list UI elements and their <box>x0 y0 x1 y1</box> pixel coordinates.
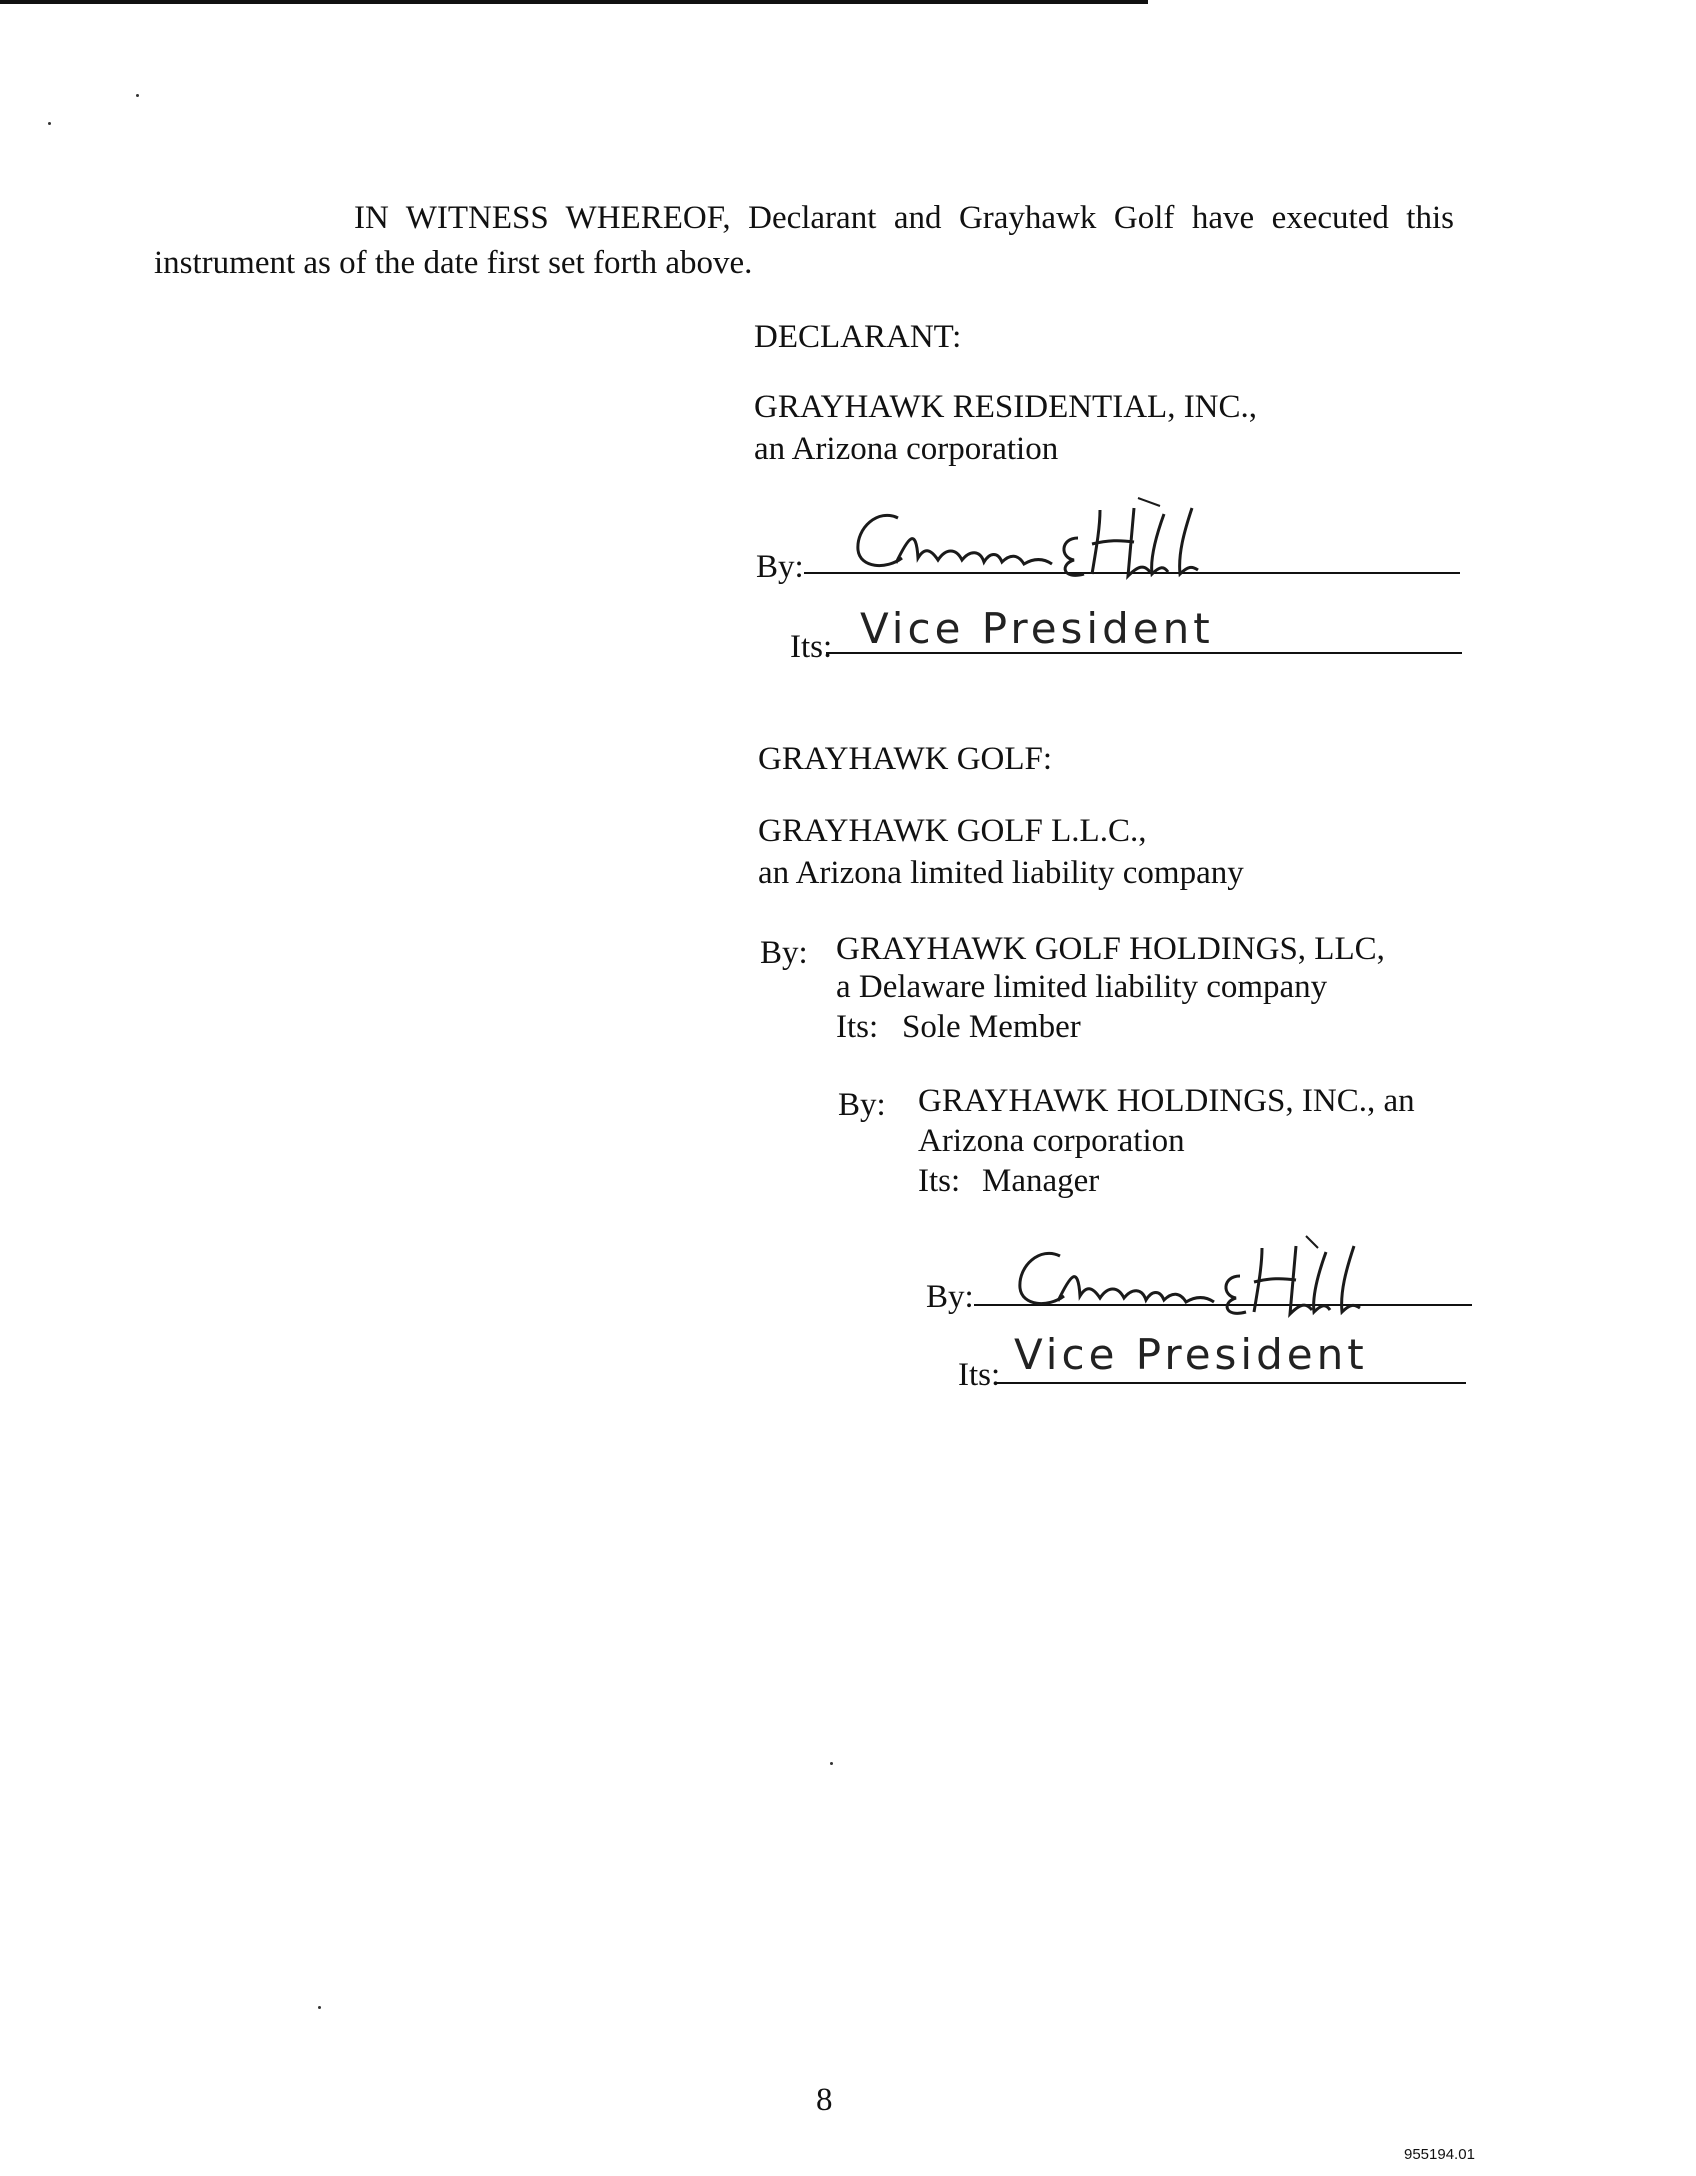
declarant-entity-desc: an Arizona corporation <box>754 431 1059 467</box>
declarant-by-label: By: <box>756 549 804 585</box>
declarant-its-handwritten: Vice President <box>860 604 1214 653</box>
witness-line-1: IN WITNESS WHEREOF, Declarant and Grayhawk Golf have executed this <box>354 200 1454 236</box>
scan-speck <box>830 1762 833 1765</box>
member-desc: a Delaware limited liability company <box>836 969 1328 1005</box>
manager-by-label: By: <box>838 1087 886 1123</box>
member-by-label: By: <box>760 935 808 971</box>
scan-speck <box>318 2006 321 2009</box>
member-its-value: Sole Member <box>902 1009 1081 1045</box>
manager-its-label: Its: <box>918 1163 961 1199</box>
signer-by-label: By: <box>926 1279 974 1315</box>
declarant-entity-name: GRAYHAWK RESIDENTIAL, INC., <box>754 389 1258 425</box>
member-its-label: Its: <box>836 1009 879 1045</box>
signer-its-label: Its: <box>958 1357 1001 1393</box>
signer-signature <box>1000 1226 1400 1326</box>
page-number: 8 <box>816 2082 833 2118</box>
golf-entity-name: GRAYHAWK GOLF L.L.C., <box>758 813 1147 849</box>
top-edge-bar <box>0 0 1148 4</box>
manager-name-line-2: Arizona corporation <box>918 1123 1185 1159</box>
witness-paragraph <box>154 196 1454 286</box>
member-name: GRAYHAWK GOLF HOLDINGS, LLC, <box>836 931 1385 967</box>
manager-name-line-1: GRAYHAWK HOLDINGS, INC., an <box>918 1083 1415 1119</box>
manager-its-value: Manager <box>982 1163 1100 1199</box>
signer-its-handwritten: Vice President <box>1014 1330 1368 1379</box>
scan-speck <box>48 122 51 125</box>
declarant-signature <box>838 488 1238 588</box>
witness-line-2: instrument as of the date first set forth above. <box>154 245 753 281</box>
declarant-heading: DECLARANT: <box>754 319 962 355</box>
scan-speck <box>136 94 139 97</box>
signer-its-line <box>994 1382 1466 1384</box>
golf-entity-desc: an Arizona limited liability company <box>758 855 1244 891</box>
document-id: 955194.01 <box>1404 2146 1475 2163</box>
golf-heading: GRAYHAWK GOLF: <box>758 741 1053 777</box>
declarant-its-label: Its: <box>790 629 833 665</box>
